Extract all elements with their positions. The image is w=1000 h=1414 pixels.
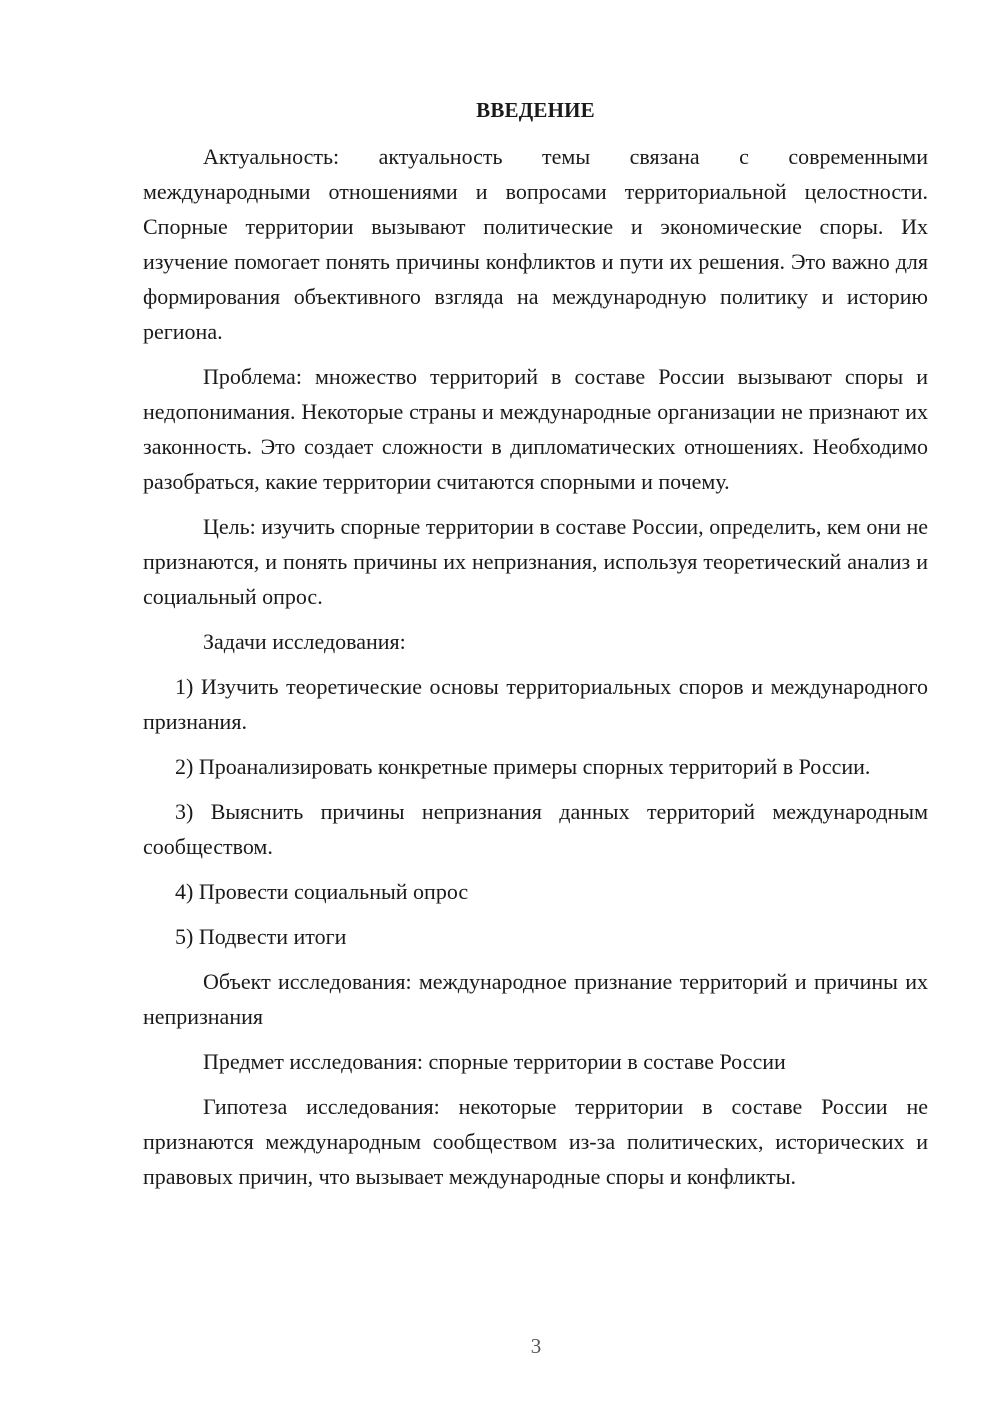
goal-paragraph: Цель: изучить спорные территории в составе России, определить, кем они не признаются, и понять причины их непризнания, используя теоретический анализ и социальный опрос. xyxy=(143,514,928,609)
relevance-paragraph: Актуальность: актуальность темы связана с современными международными отношениями и вопросами территориальной целостности. Спорные территории вызывают политические и экономические споры. Их изучение помогает понять причины конфликтов и пути их решения. Это важно для формирования объективного взгляда на международную политику и историю региона. xyxy=(143,144,928,344)
object-paragraph: Объект исследования: международное признание территорий и причины их непризнания xyxy=(143,969,928,1029)
problem-paragraph: Проблема: множество территорий в составе России вызывают споры и недопонимания. Некоторые страны и международные организации не признают их законность. Это создает сложности в дипломатических отношениях. Необходимо разобраться, какие территории считаются спорными и почему. xyxy=(143,364,928,494)
hypothesis-paragraph: Гипотеза исследования: некоторые территории в составе России не признаются международным сообществом из-за политических, исторических и правовых причин, что вызывает международные споры и конфликты. xyxy=(143,1094,928,1189)
task-item-2: 2) Проанализировать конкретные примеры спорных территорий в России. xyxy=(175,754,871,779)
page-content xyxy=(143,95,928,1204)
task-item-3: 3) Выяснить причины непризнания данных территорий международным сообществом. xyxy=(143,799,928,859)
task-item-5: 5) Подвести итоги xyxy=(175,924,347,949)
task-item-1: 1) Изучить теоретические основы территориальных споров и международного признания. xyxy=(143,674,928,734)
task-item-4: 4) Провести социальный опрос xyxy=(175,879,469,904)
subject-paragraph: Предмет исследования: спорные территории в составе России xyxy=(203,1049,786,1074)
tasks-heading: Задачи исследования: xyxy=(203,629,406,654)
page-title: ВВЕДЕНИЕ xyxy=(476,98,595,122)
page-number: 3 xyxy=(530,1334,542,1358)
